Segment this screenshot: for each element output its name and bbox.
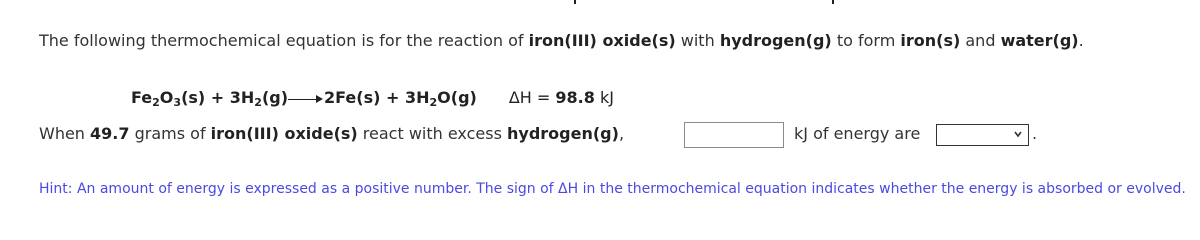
reactant1: iron(III) oxide(s) xyxy=(528,31,676,50)
question-excess: hydrogen(g) xyxy=(507,124,619,143)
eq-text: Fe xyxy=(131,88,153,107)
delta-h xyxy=(509,88,614,107)
eq-text: 2Fe(s) + 3H xyxy=(324,88,430,107)
intro-text: . xyxy=(1078,31,1084,50)
delta-h-value: 98.8 xyxy=(555,88,595,107)
chevron-down-icon xyxy=(1014,127,1022,141)
top-mark xyxy=(574,0,576,4)
thermochemical-equation xyxy=(131,88,614,107)
question-text: grams of xyxy=(129,124,211,143)
eq-subscript: 2 xyxy=(429,96,438,109)
unit-label: kJ of energy are xyxy=(794,124,921,143)
reaction-arrow-icon xyxy=(288,94,323,104)
product1: iron(s) xyxy=(900,31,961,50)
eq-subscript: 2 xyxy=(152,96,160,109)
question-text: When xyxy=(39,124,91,143)
hint-text: Hint: An amount of energy is expressed as a positive number. The sign of ΔH in the thermochemical equation indicates whether the energy is absorbed or evolved. xyxy=(39,181,1186,197)
intro-text: and xyxy=(960,31,1001,50)
eq-subscript: 3 xyxy=(173,96,182,109)
top-edge-marks xyxy=(0,0,1200,4)
grams-value: 49.7 xyxy=(90,124,130,143)
intro-sentence xyxy=(39,31,1084,50)
energy-answer-input[interactable] xyxy=(684,122,784,148)
reactant2: hydrogen(g) xyxy=(719,31,832,50)
intro-text: with xyxy=(675,31,720,50)
intro-text: The following thermochemical equation is for the reaction of xyxy=(39,31,529,50)
question-substance: iron(III) oxide(s) xyxy=(210,124,358,143)
top-mark xyxy=(832,0,834,4)
question-text: react with excess xyxy=(357,124,508,143)
question-sentence xyxy=(39,124,624,143)
delta-h-unit: kJ xyxy=(594,88,614,107)
eq-subscript: 2 xyxy=(254,96,262,109)
delta-h-label: ΔH = xyxy=(508,88,556,107)
intro-text: to form xyxy=(831,31,901,50)
eq-text: O(g) xyxy=(437,88,477,107)
eq-text: O xyxy=(159,88,174,107)
question-text: , xyxy=(618,124,625,143)
product2: water(g) xyxy=(1000,31,1079,50)
absorbed-evolved-select[interactable] xyxy=(936,124,1029,146)
sentence-period: . xyxy=(1032,124,1038,143)
eq-text: (s) + 3H xyxy=(181,88,255,107)
eq-text: (g) xyxy=(261,88,289,107)
